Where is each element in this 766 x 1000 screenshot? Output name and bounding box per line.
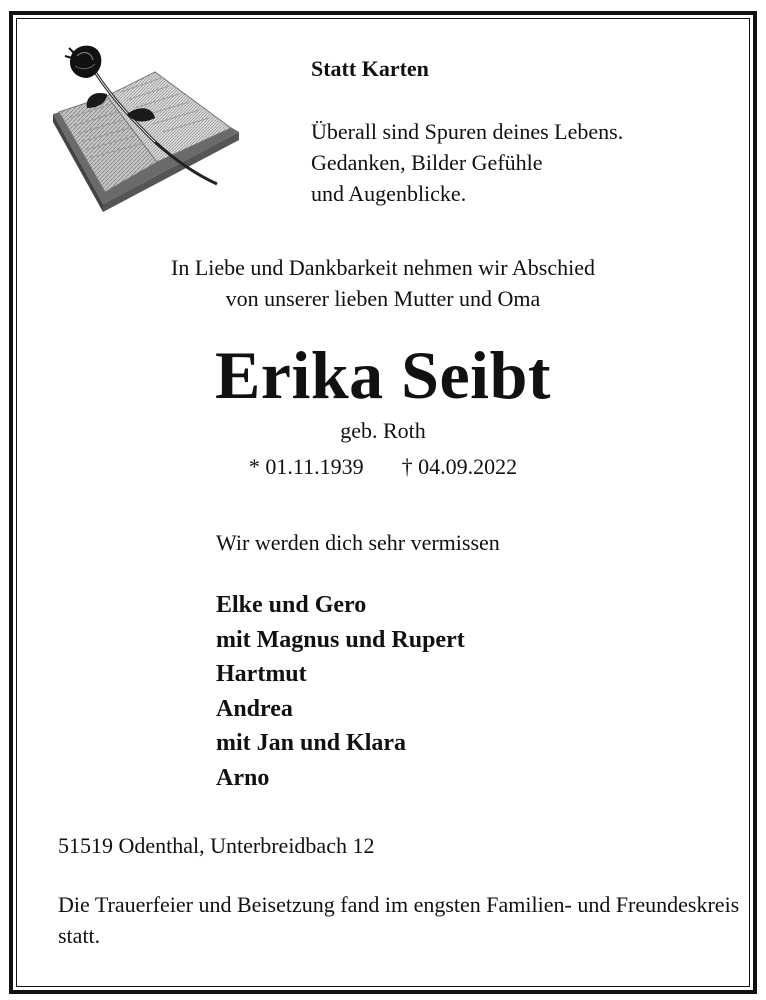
salutation: Statt Karten (311, 56, 429, 81)
mourner-line: Hartmut (216, 661, 307, 687)
farewell-line: Wir werden dich sehr vermissen (216, 530, 500, 555)
life-dates (0, 454, 766, 480)
mourner-line: mit Jan und Klara (216, 730, 407, 756)
birth-date: * 01.11.1939 (248, 454, 364, 479)
mourner-line: Elke und Gero (216, 592, 367, 618)
open-book-with-rose-icon (45, 42, 245, 212)
verse-line: Überall sind Spuren deines Lebens. (311, 119, 624, 144)
verse-line: und Augenblicke. (311, 181, 467, 206)
memorial-verse (311, 116, 623, 209)
mourner-line: mit Magnus und Rupert (216, 626, 465, 653)
verse-line: Gedanken, Bilder Gefühle (311, 150, 543, 175)
farewell-intro (0, 252, 766, 314)
intro-line: In Liebe und Dankbarkeit nehmen wir Abschied (171, 255, 595, 280)
mourners-list (216, 588, 465, 795)
intro-line: von unserer lieben Mutter und Oma (225, 286, 541, 311)
deceased-name: Erika Seibt (214, 337, 552, 413)
mourner-line: Andrea (216, 695, 293, 722)
death-date: † 04.09.2022 (401, 454, 518, 479)
family-address: 51519 Odenthal, Unterbreidbach 12 (58, 833, 375, 858)
maiden-name: geb. Roth (340, 418, 426, 443)
funeral-notice: Die Trauerfeier und Beisetzung fand im engsten Familien- und Freundeskreis statt. (58, 892, 740, 948)
mourner-line: Arno (216, 764, 270, 791)
